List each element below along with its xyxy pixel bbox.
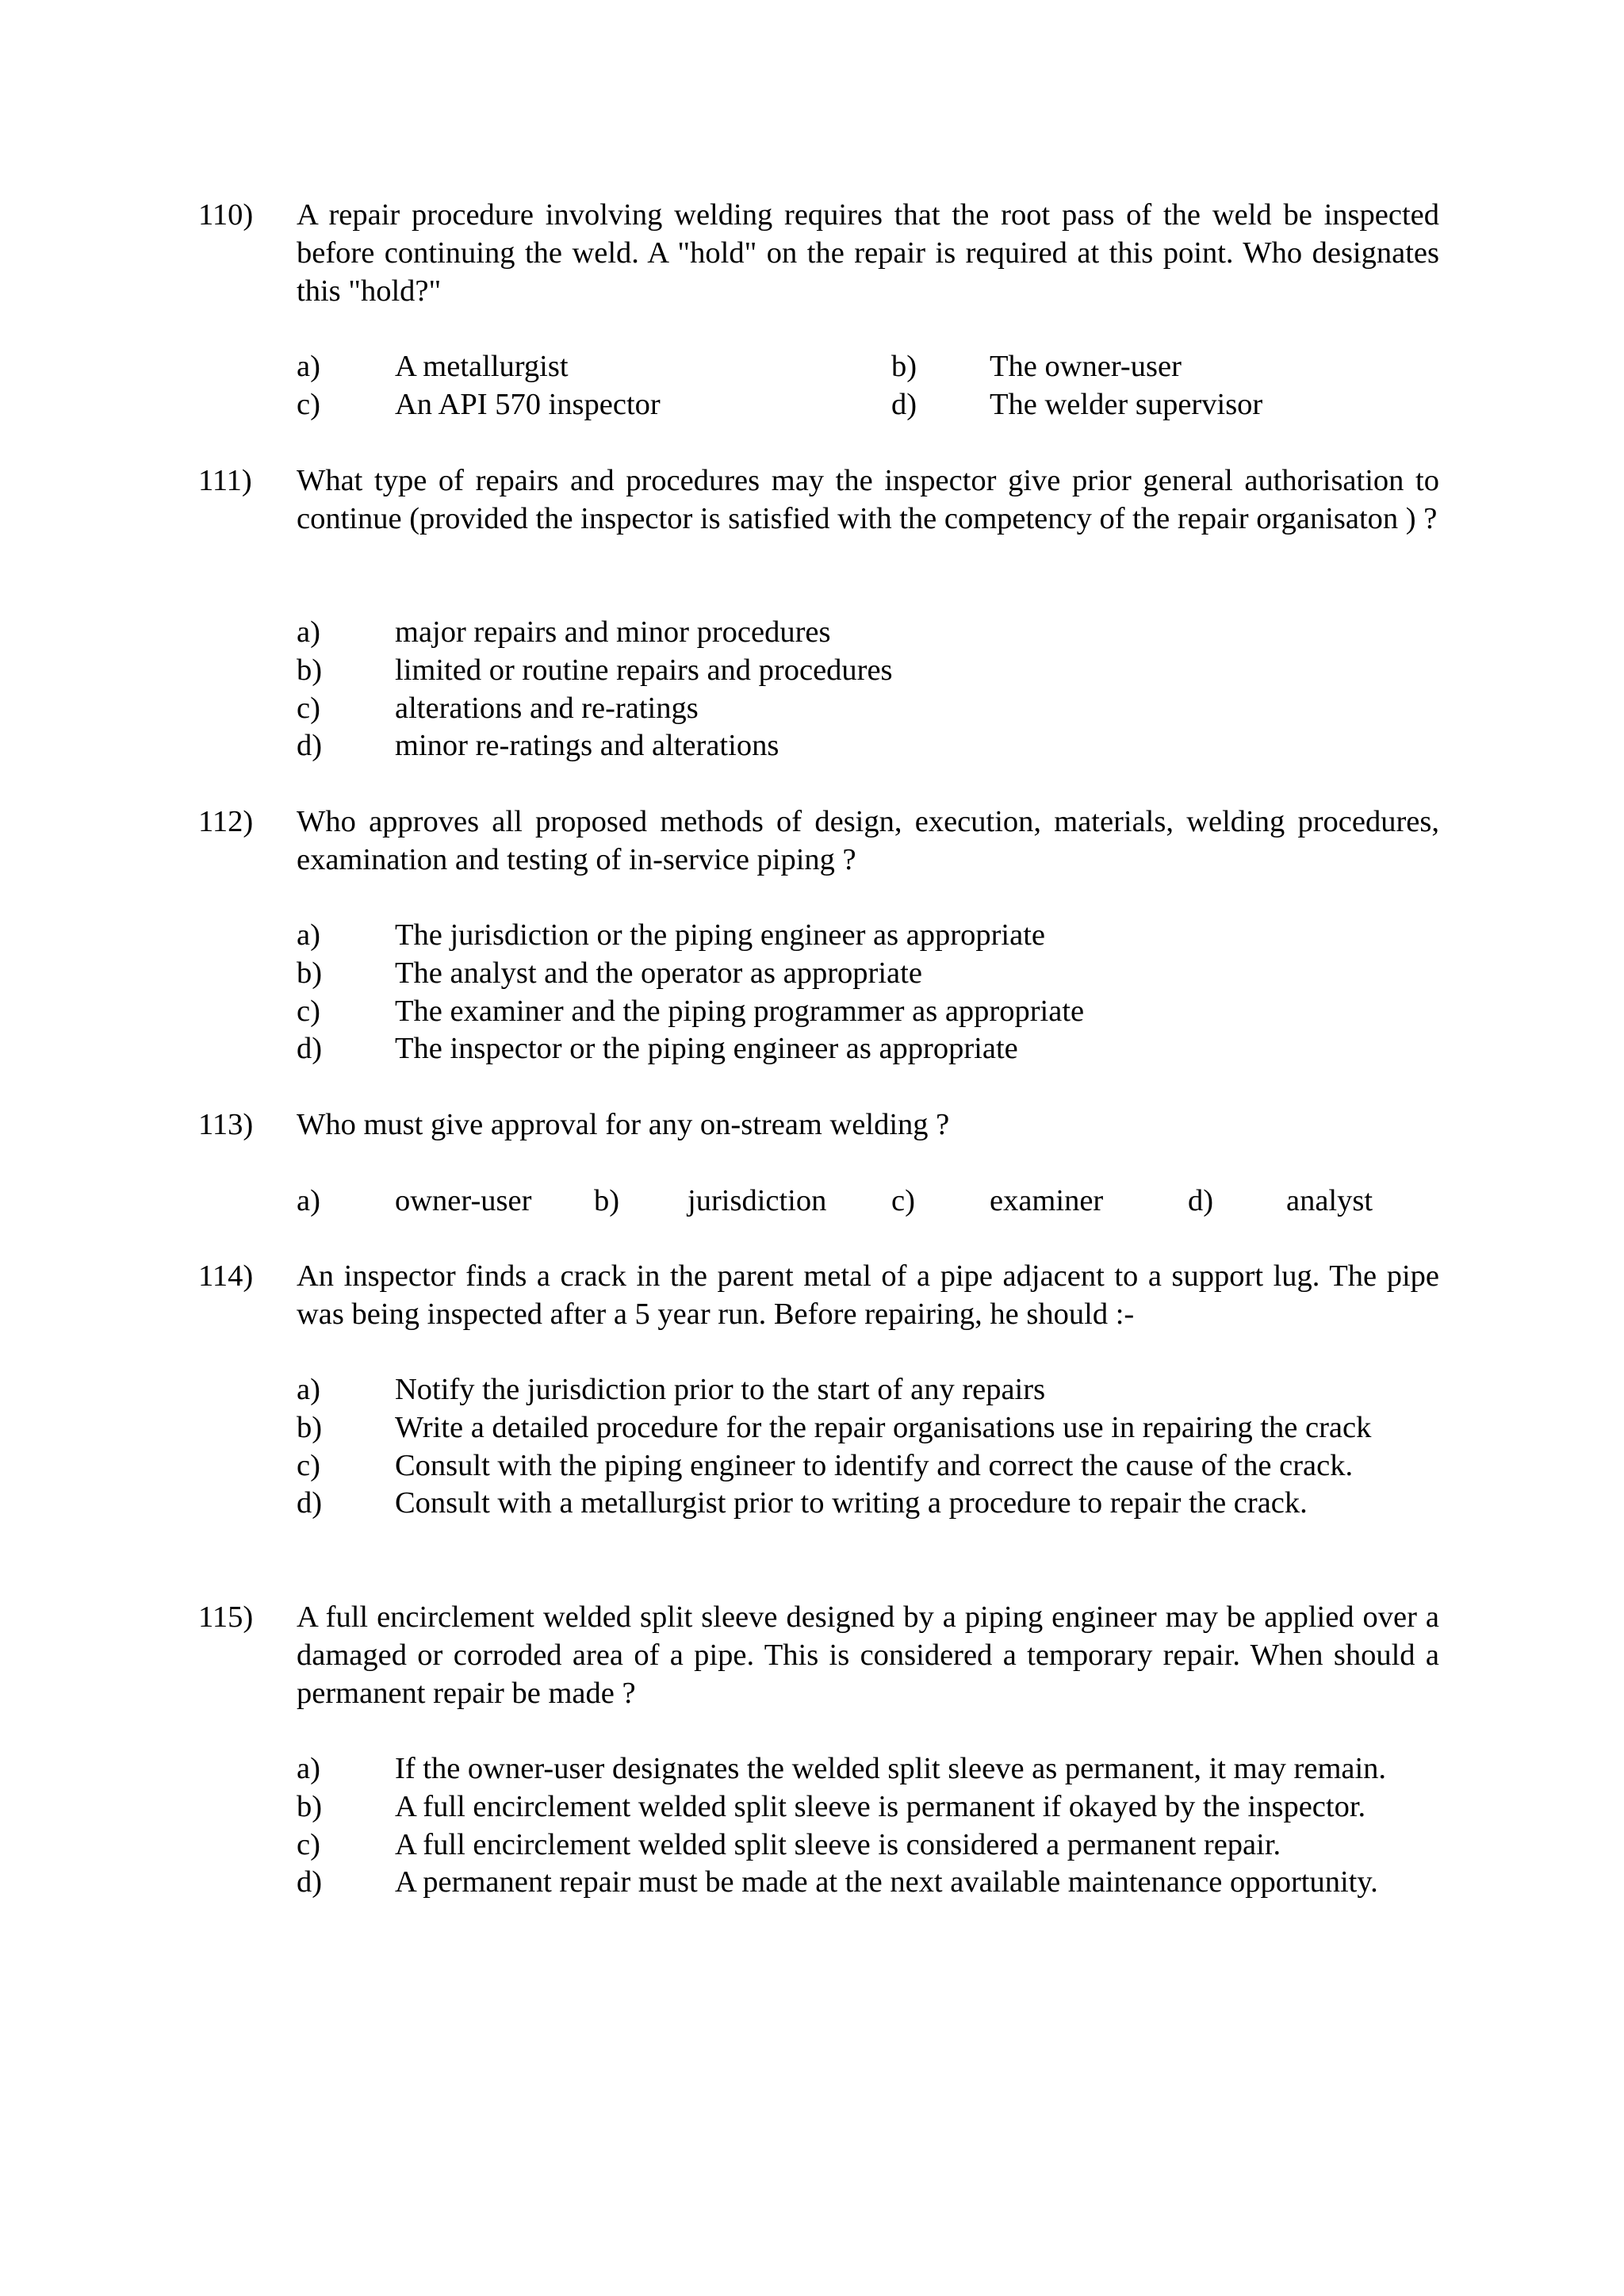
option-text: analyst	[1286, 1184, 1373, 1217]
option-label: d)	[297, 1032, 323, 1066]
question-text: A full encirclement welded split sleeve designed by a piping engineer may be applied over a damaged or corroded area of a pipe. This is considered a temporary repair. When should a permanent repair be made ?	[297, 1600, 1439, 1710]
option-text: The welder supervisor	[990, 388, 1263, 421]
option-a	[297, 917, 1439, 955]
option-c	[891, 1182, 1103, 1221]
option-label: b)	[891, 350, 917, 383]
option-label: d)	[1188, 1184, 1214, 1217]
option-b	[297, 652, 1439, 690]
option-text: A full encirclement welded split sleeve is considered a permanent repair.	[395, 1827, 1281, 1861]
option-a	[297, 1371, 1439, 1409]
option-text: Write a detailed procedure for the repair organisations use in repairing the crack	[395, 1410, 1372, 1444]
option-text: An API 570 inspector	[395, 388, 661, 421]
option-label: d)	[297, 1865, 323, 1899]
option-d	[297, 1864, 1439, 1902]
option-label: a)	[297, 350, 320, 383]
question-number: 113)	[198, 1108, 254, 1141]
options-list	[297, 614, 1439, 765]
option-d	[297, 1485, 1439, 1523]
option-label: c)	[297, 1448, 320, 1482]
option-c	[297, 1447, 1439, 1485]
option-label: b)	[297, 653, 323, 687]
option-text: major repairs and minor procedures	[395, 615, 831, 649]
option-label: c)	[297, 691, 320, 725]
question-number: 110)	[198, 198, 254, 232]
option-text: The owner-user	[990, 350, 1182, 383]
question-text: Who approves all proposed methods of design, execution, materials, welding procedures, examination and testing of in-service piping ?	[297, 805, 1439, 876]
option-text: Consult with a metallurgist prior to writing a procedure to repair the crack.	[395, 1486, 1308, 1520]
option-text: The analyst and the operator as appropriate	[395, 956, 922, 990]
option-label: b)	[297, 1789, 323, 1823]
option-c	[297, 386, 852, 424]
question-text: A repair procedure involving welding requires that the root pass of the weld be inspected before continuing the weld. A "hold" on the repair is required at this point. Who designates this "hold?"	[297, 198, 1439, 308]
option-label: a)	[297, 615, 320, 649]
option-b	[297, 1409, 1439, 1447]
option-label: d)	[891, 388, 917, 421]
option-text: examiner	[990, 1184, 1104, 1217]
option-text: jurisdiction	[688, 1184, 827, 1217]
question-text: An inspector finds a crack in the parent metal of a pipe adjacent to a support lug. The pipe was being inspected after a 5 year run. Before repairing, he should :-	[297, 1259, 1439, 1331]
option-text: The jurisdiction or the piping engineer as appropriate	[395, 918, 1046, 952]
option-d	[297, 1030, 1439, 1068]
option-text: Notify the jurisdiction prior to the start of any repairs	[395, 1373, 1046, 1406]
options-list	[297, 1750, 1439, 1902]
option-label: b)	[594, 1184, 620, 1217]
option-b	[594, 1182, 826, 1221]
option-d	[297, 727, 1439, 765]
option-label: c)	[297, 1827, 320, 1861]
option-label: c)	[891, 1184, 915, 1217]
options-list	[297, 917, 1439, 1068]
option-text: minor re-ratings and alterations	[395, 729, 779, 763]
option-label: d)	[297, 729, 323, 763]
option-label: d)	[297, 1486, 323, 1520]
option-text: A permanent repair must be made at the next available maintenance opportunity.	[395, 1865, 1378, 1899]
option-text: The examiner and the piping programmer as appropriate	[395, 994, 1085, 1028]
question-text: Who must give approval for any on-stream welding ?	[297, 1108, 950, 1141]
option-text: alterations and re-ratings	[395, 691, 699, 725]
option-text: The inspector or the piping engineer as appropriate	[395, 1032, 1018, 1066]
question-number: 111)	[198, 464, 252, 497]
option-c	[297, 993, 1439, 1031]
options-list	[297, 1371, 1439, 1523]
option-label: a)	[297, 1373, 320, 1406]
option-label: a)	[297, 1752, 320, 1785]
option-d	[1188, 1182, 1373, 1221]
option-d	[891, 386, 1446, 424]
question-number: 114)	[198, 1259, 254, 1293]
option-text: Consult with the piping engineer to identify and correct the cause of the crack.	[395, 1448, 1354, 1482]
option-label: b)	[297, 1410, 323, 1444]
question-number: 115)	[198, 1600, 254, 1634]
option-a	[297, 348, 852, 386]
option-text: owner-user	[395, 1184, 532, 1217]
option-label: c)	[297, 994, 320, 1028]
option-text: If the owner-user designates the welded split sleeve as permanent, it may remain.	[395, 1752, 1387, 1785]
option-b	[891, 348, 1446, 386]
option-text: A metallurgist	[395, 350, 569, 383]
question-text: What type of repairs and procedures may the inspector give prior general authorisation to continue (provided the inspector is satisfied with the competency of the repair organisaton ) ?	[297, 464, 1439, 535]
option-label: b)	[297, 956, 323, 990]
option-c	[297, 1826, 1439, 1865]
option-label: a)	[297, 918, 320, 952]
question-number: 112)	[198, 805, 254, 838]
option-label: c)	[297, 388, 320, 421]
option-a	[297, 1182, 531, 1221]
option-a	[297, 614, 1439, 652]
option-b	[297, 955, 1439, 993]
option-label: a)	[297, 1184, 320, 1217]
option-c	[297, 690, 1439, 728]
option-b	[297, 1788, 1439, 1826]
option-text: A full encirclement welded split sleeve is permanent if okayed by the inspector.	[395, 1789, 1366, 1823]
option-text: limited or routine repairs and procedures	[395, 653, 893, 687]
option-a	[297, 1750, 1439, 1788]
